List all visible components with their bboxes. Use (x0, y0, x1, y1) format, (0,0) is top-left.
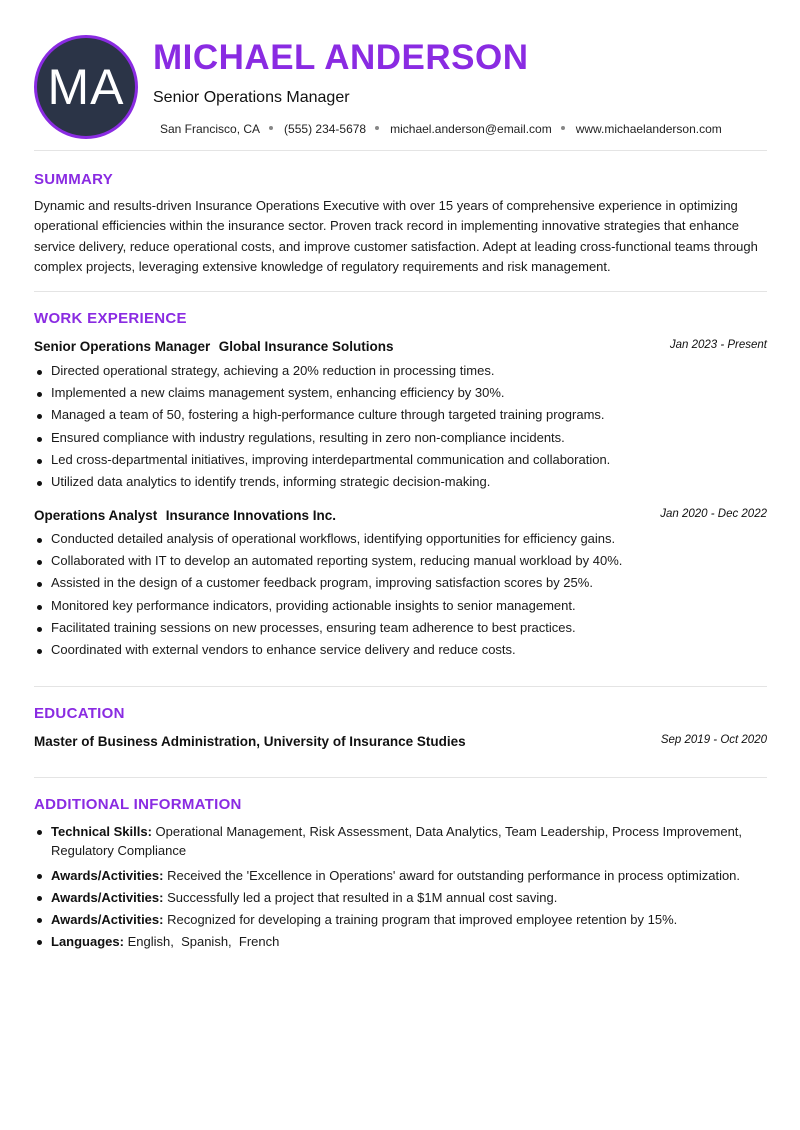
additional-list (34, 822, 767, 957)
contact-phone[interactable]: (555) 234-5678 (284, 121, 367, 136)
candidate-title: Senior Operations Manager (153, 89, 350, 106)
experience-heading: WORK EXPERIENCE (34, 310, 187, 327)
education-dates: Sep 2019 - Oct 2020 (660, 734, 767, 746)
item-label: Awards/Activities: (51, 868, 164, 883)
item-text: Successfully led a project that resulted in a $1M annual cost saving. (167, 890, 558, 905)
list-item (34, 932, 767, 951)
list-item (34, 866, 767, 885)
list-item: Implemented a new claims management system, enhancing efficiency by 30%. (34, 384, 767, 406)
avatar-initials: MA (47, 59, 125, 115)
job-dates: Jan 2020 - Dec 2022 (660, 508, 767, 520)
avatar (34, 35, 138, 139)
contact-website[interactable]: www.michaelanderson.com (575, 121, 722, 136)
list-item: Ensured compliance with industry regulations, resulting in zero non-compliance incidents. (34, 429, 767, 451)
list-item: Managed a team of 50, fostering a high-performance culture through targeted training programs. (34, 406, 767, 428)
education-heading: EDUCATION (34, 705, 125, 722)
summary-heading: SUMMARY (34, 171, 114, 188)
additional-heading: ADDITIONAL INFORMATION (34, 796, 242, 813)
item-text: English, Spanish, French (127, 934, 280, 949)
summary-text: Dynamic and results-driven Insurance Operations Executive with over 15 years of comprehensive experience in optimizing operational efficiencies within the insurance sector. Proven track record in implementing innovative strategies that enhance service delivery, reduce operational costs, and improve customer satisfaction. Adept at leading cross-functional teams through complex projects, leveraging extensive knowledge of regulatory requirements and risk management. (34, 198, 758, 274)
job-bullets (34, 530, 767, 663)
item-text: Recognized for developing a training program that improved employee retention by 15%. (167, 912, 678, 927)
divider (34, 150, 767, 151)
item-label: Technical Skills: (51, 824, 152, 839)
job-bullets (34, 362, 767, 495)
list-item: Collaborated with IT to develop an automated reporting system, reducing manual workload by 40%. (34, 552, 767, 574)
job-role: Operations Analyst (34, 508, 158, 523)
item-label: Languages: (51, 934, 124, 949)
divider (34, 686, 767, 687)
list-item: Coordinated with external vendors to enhance service delivery and reduce costs. (34, 641, 767, 663)
job-header (34, 338, 767, 356)
item-text: Received the 'Excellence in Operations' award for outstanding performance in process optimization. (167, 868, 741, 883)
item-label: Awards/Activities: (51, 890, 164, 905)
list-item: Assisted in the design of a customer feedback program, improving satisfaction scores by 25%. (34, 574, 767, 596)
list-item: Led cross-departmental initiatives, improving interdepartmental communication and collaboration. (34, 451, 767, 473)
contact-location: San Francisco, CA (160, 121, 261, 136)
list-item (34, 888, 767, 907)
job-company: Insurance Innovations Inc. (165, 508, 337, 523)
list-item: Monitored key performance indicators, providing actionable insights to senior management. (34, 597, 767, 619)
contact-line (160, 121, 722, 136)
list-item: Facilitated training sessions on new processes, ensuring team adherence to best practices. (34, 619, 767, 641)
item-label: Awards/Activities: (51, 912, 164, 927)
candidate-name: MICHAEL ANDERSON (153, 38, 529, 77)
list-item: Conducted detailed analysis of operational workflows, identifying opportunities for efficiency gains. (34, 530, 767, 552)
education-entry (34, 733, 767, 751)
job-role: Senior Operations Manager (34, 339, 211, 354)
separator-dot (561, 126, 565, 130)
contact-email[interactable]: michael.anderson@email.com (390, 121, 552, 136)
separator-dot (269, 126, 273, 130)
job-dates: Jan 2023 - Present (669, 339, 767, 351)
list-item (34, 822, 767, 860)
separator-dot (375, 126, 379, 130)
list-item: Directed operational strategy, achieving a 20% reduction in processing times. (34, 362, 767, 384)
divider (34, 291, 767, 292)
job-header (34, 507, 767, 525)
divider (34, 777, 767, 778)
education-degree: Master of Business Administration, University of Insurance Studies (34, 734, 466, 749)
list-item: Utilized data analytics to identify trends, informing strategic decision-making. (34, 473, 767, 495)
list-item (34, 910, 767, 929)
item-text: Operational Management, Risk Assessment, Data Analytics, Team Leadership, Process Improvement, Regulatory Compliance (51, 824, 743, 858)
job-company: Global Insurance Solutions (218, 339, 394, 354)
